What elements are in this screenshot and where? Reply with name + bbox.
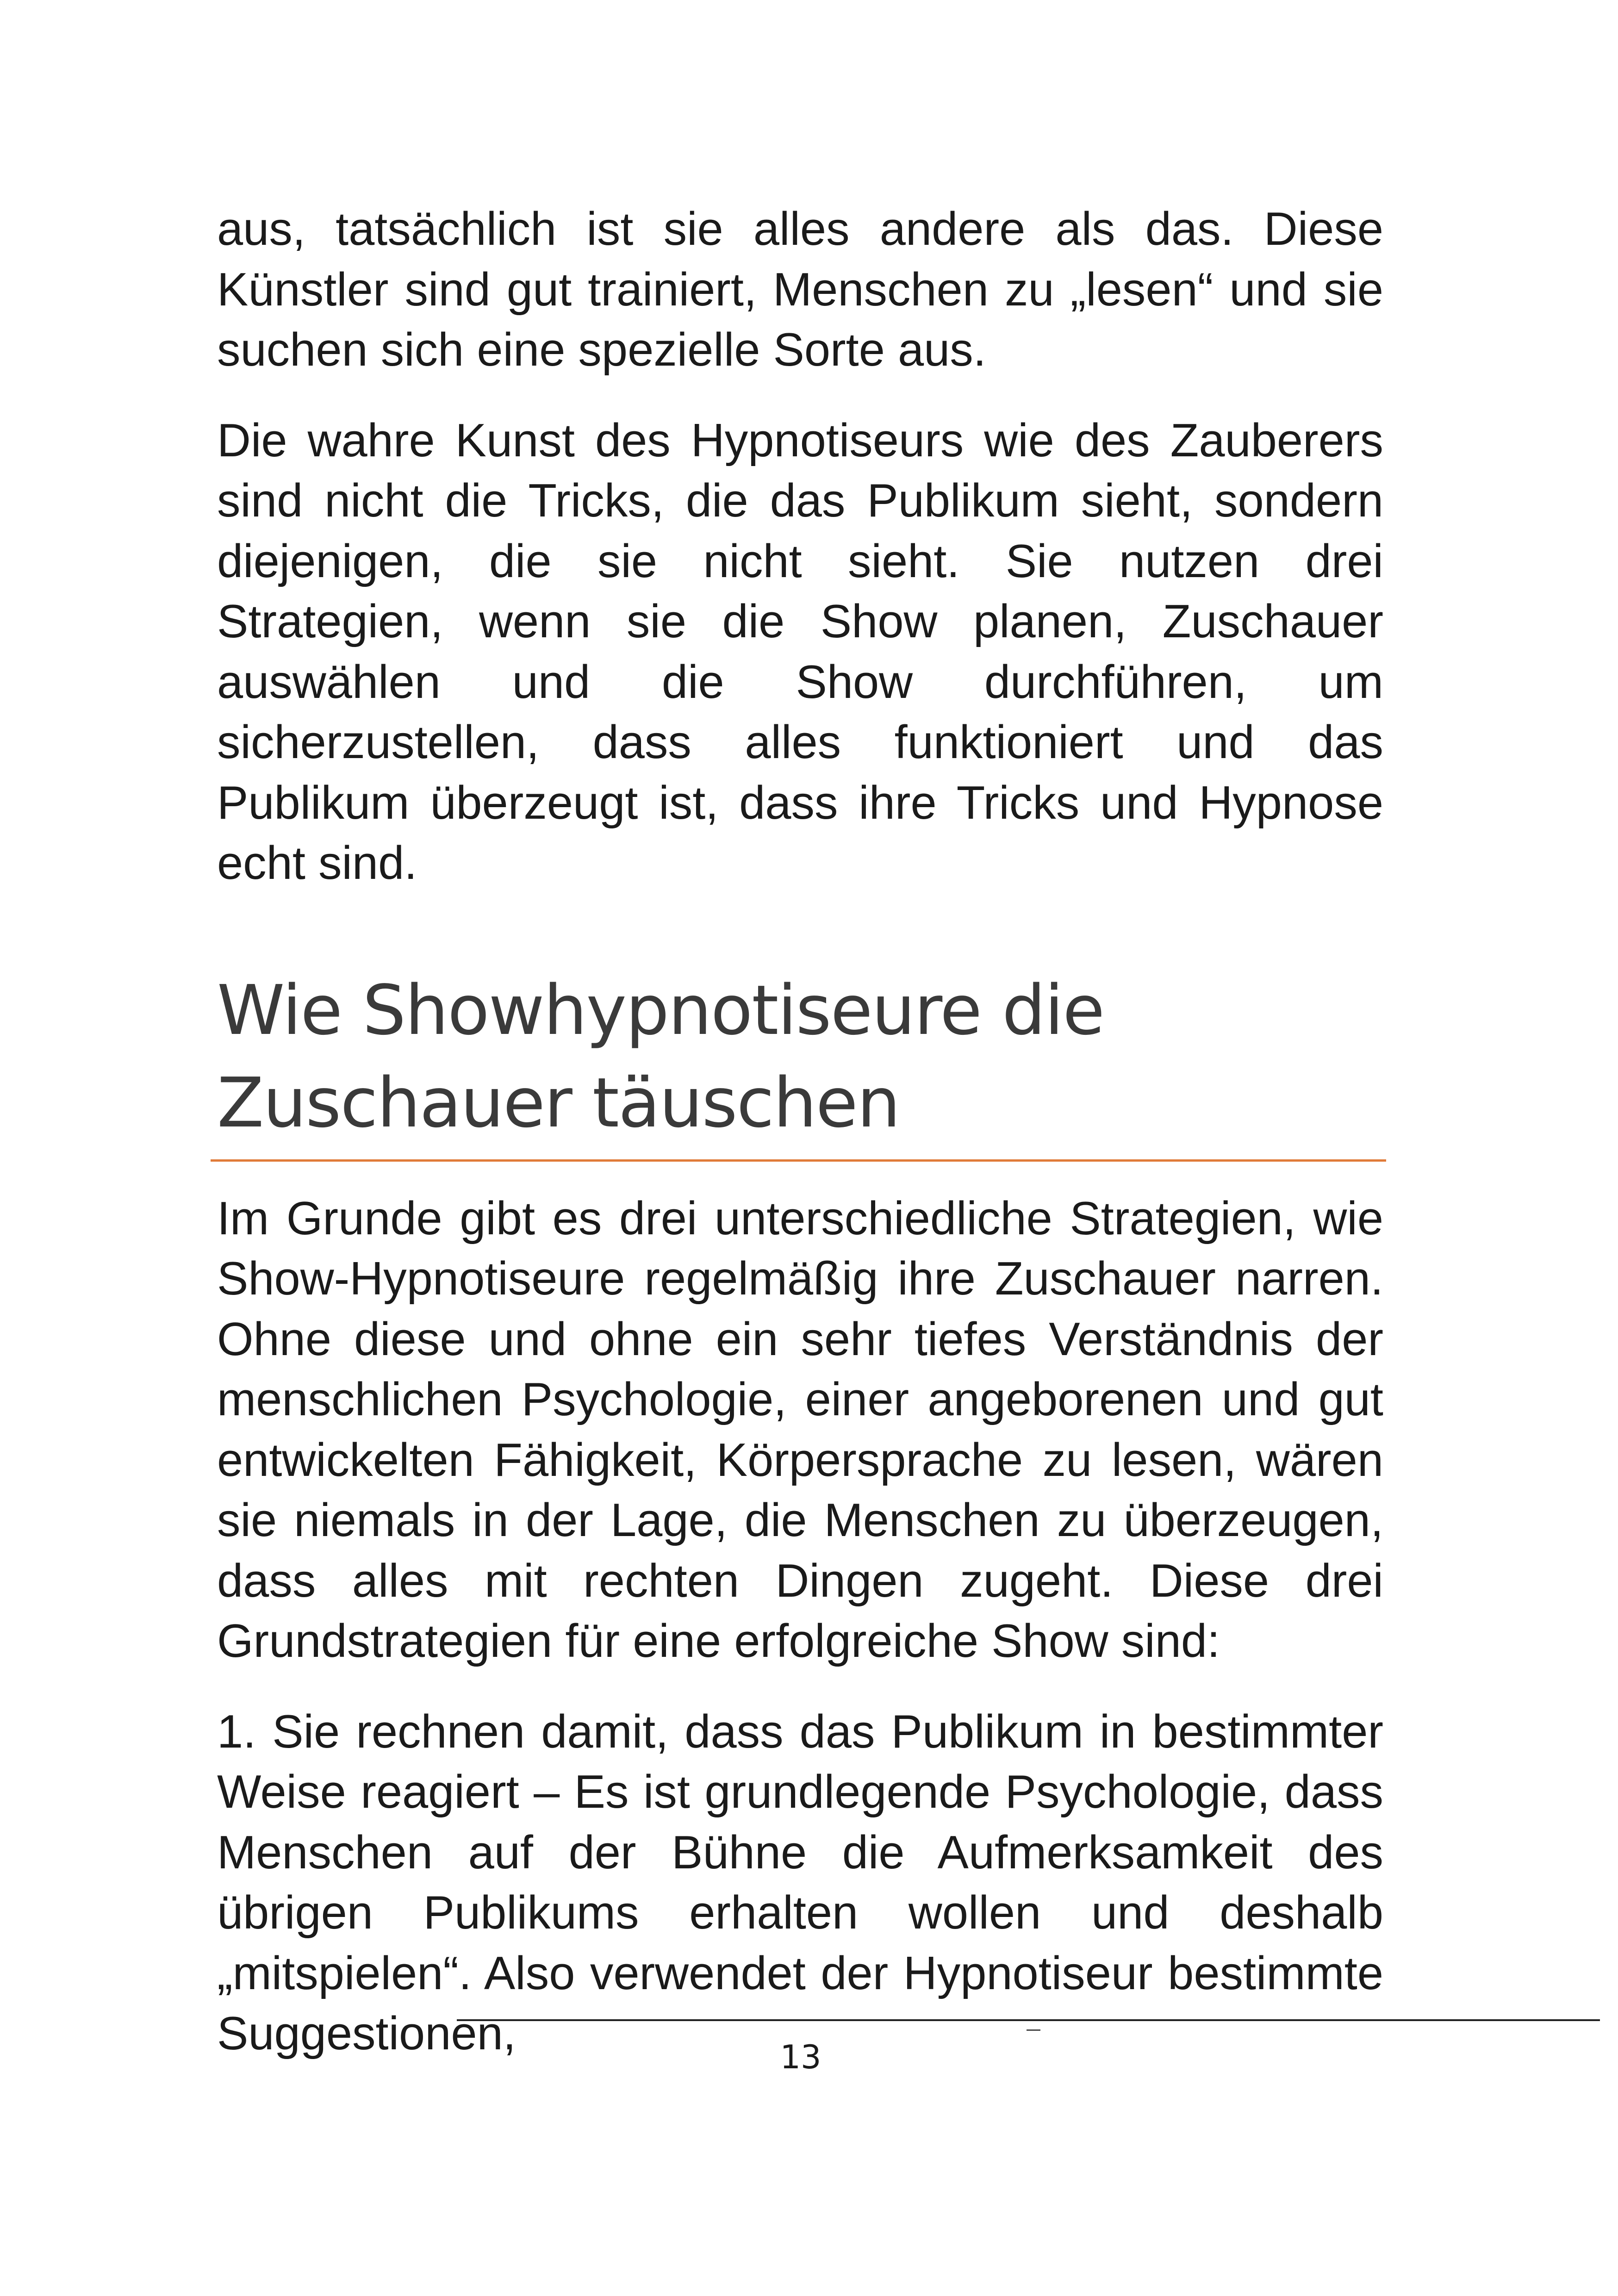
footer-rule: [457, 2019, 1600, 2021]
page-number: 13: [780, 2038, 821, 2076]
section-body: [217, 1188, 1383, 2064]
heading-underline: [211, 1159, 1386, 1162]
footer-tick-mark: [1027, 2029, 1040, 2031]
body-paragraph: Im Grunde gibt es drei unterschiedliche Strategien, wie Show-Hypnotiseure regelmäßig ihre Zuschauer narren. Ohne diese und ohne ein sehr tiefes Verständnis der menschlichen Psychologie, einer angeborenen und gut entwickelten Fähigkeit, Körpersprache zu lesen, wären sie niemals in der Lage, die Menschen zu überzeugen, dass alles mit rechten Dingen zugeht. Diese drei Grundstrategien für eine erfolgreiche Show sind:: [217, 1192, 1383, 1667]
page-content: [217, 199, 1383, 2064]
section-heading: Wie Showhypnotiseure die Zuschauer täuschen: [217, 970, 1104, 1143]
body-paragraph: aus, tatsächlich ist sie alles andere als das. Diese Künstler sind gut trainiert, Menschen zu „lesen“ und sie suchen sich eine spezielle Sorte aus.: [217, 203, 1383, 376]
section-heading-block: [217, 964, 1383, 1162]
numbered-paragraph: 1. Sie rechnen damit, dass das Publikum in bestimmter Weise reagiert – Es ist grundlegende Psychologie, dass Menschen auf der Bühne die Aufmerksamkeit des übrigen Publikums erhalten wollen und deshalb „mitspielen“. Also verwendet der Hypnotiseur bestimmte Suggestionen,: [217, 1705, 1383, 2060]
body-paragraph: Die wahre Kunst des Hypnotiseurs wie des Zauberers sind nicht die Tricks, die das Publikum sieht, sondern diejenigen, die sie nicht sieht. Sie nutzen drei Strategien, wenn sie die Show planen, Zuschauer auswählen und die Show durchführen, um sicherzustellen, dass alles funktioniert und das Publikum überzeugt ist, dass ihre Tricks und Hypnose echt sind.: [217, 414, 1383, 889]
